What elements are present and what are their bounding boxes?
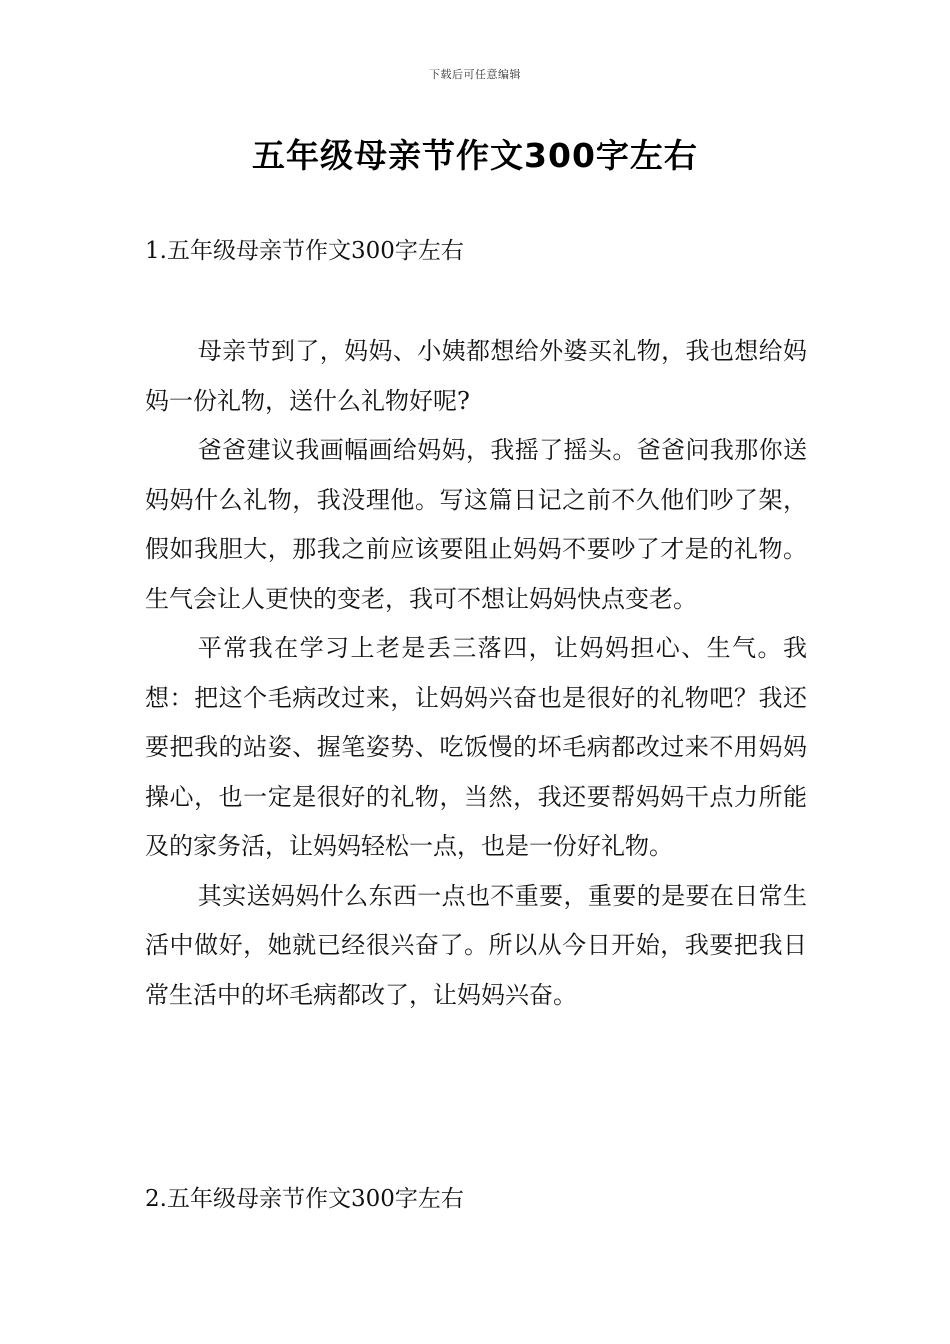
paragraph-2: 爸爸建议我画幅画给妈妈，我摇了摇头。爸爸问我那你送妈妈什么礼物，我没理他。写这篇日记之前不久他们吵了架，假如我胆大，那我之前应该要阻止妈妈不要吵了才是的礼物。生气会让人更快的变老，我可不想让妈妈快点变老。 [145,436,807,613]
section-heading-1: 1.五年级母亲节作文300字左右 [145,238,464,264]
header-note: 下载后可任意编辑 [429,68,521,81]
paragraph-3: 平常我在学习上老是丢三落四，让妈妈担心、生气。我想：把这个毛病改过来，让妈妈兴奋也是很好的礼物吧？我还要把我的站姿、握笔姿势、吃饭慢的坏毛病都改过来不用妈妈操心，也一定是很好的礼物，当然，我还要帮妈妈干点力所能及的家务活，让妈妈轻松一点，也是一份好礼物。 [145,634,807,860]
paragraph-4: 其实送妈妈什么东西一点也不重要，重要的是要在日常生活中做好，她就已经很兴奋了。所以从今日开始，我要把我日常生活中的坏毛病都改了，让妈妈兴奋。 [145,881,807,1009]
page-title: 五年级母亲节作文300字左右 [252,136,698,175]
paragraph-1: 母亲节到了，妈妈、小姨都想给外婆买礼物，我也想给妈妈一份礼物，送什么礼物好呢? [145,337,807,415]
section-heading-2: 2.五年级母亲节作文300字左右 [145,1186,464,1212]
essay-body [145,327,807,1020]
